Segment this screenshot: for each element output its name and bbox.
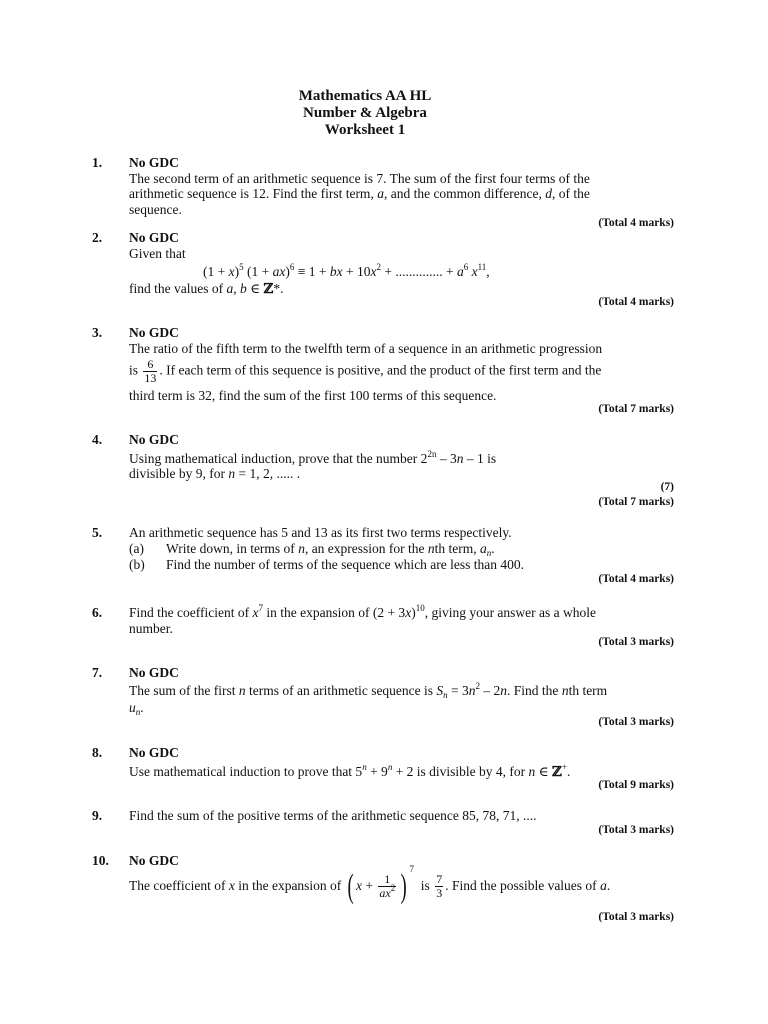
question-text: An arithmetic sequence has 5 and 13 as its first two terms respectively. <box>129 525 512 540</box>
question-text: Find the sum of the positive terms of the arithmetic sequence 85, 78, 71, .... <box>129 808 537 823</box>
question-tag: No GDC <box>129 665 179 680</box>
fraction: $\frac{1}{ax^2}$ <box>379 872 396 901</box>
question-number: 2. <box>92 230 103 245</box>
part-marks: (7) <box>660 481 674 493</box>
total-marks: (Total 3 marks) <box>598 824 674 836</box>
total-marks: (Total 7 marks) <box>598 403 674 415</box>
question-number: 6. <box>92 605 103 620</box>
total-marks: (Total 4 marks) <box>598 296 674 308</box>
question-tag: No GDC <box>129 432 179 447</box>
total-marks: (Total 4 marks) <box>598 217 674 229</box>
total-marks: (Total 7 marks) <box>598 496 674 508</box>
question-text: Find the coefficient of $x^7$ in the expansion of $(2 + 3x)^{10}$, giving your answer as a whole <box>129 603 597 620</box>
question-number: 7. <box>92 665 103 680</box>
worksheet-number: Worksheet 1 <box>324 122 406 138</box>
question-tag: No GDC <box>129 230 179 245</box>
question-number: 3. <box>92 325 103 340</box>
question-text: The ratio of the fifth term to the twelfth term of a sequence in an arithmetic progression <box>129 341 603 356</box>
question-text: arithmetic sequence is 12. Find the first term, a, and the common difference, d, of the <box>129 186 590 201</box>
total-marks: (Total 9 marks) <box>598 779 674 791</box>
question-number: 5. <box>92 525 103 540</box>
total-marks: (Total 3 marks) <box>598 911 674 923</box>
part-text: Write down, in terms of n, an expression for the nth term, $a_n$. <box>166 541 495 558</box>
worksheet-title: Mathematics AA HL <box>298 88 432 104</box>
question-tag: No GDC <box>129 325 179 340</box>
question-text: number. <box>129 621 173 636</box>
total-marks: (Total 3 marks) <box>598 636 674 648</box>
question-number: 9. <box>92 808 103 823</box>
question-text: sequence. <box>129 202 182 217</box>
part-label: (b) <box>129 557 145 572</box>
question-text: $u_n$. <box>129 700 144 717</box>
total-marks: (Total 4 marks) <box>598 573 674 585</box>
question-equation: $(1 + x)^5$ (1 + ax)$^6$ ≡ 1 + bx + $10x^2$ + .............. + $a^6$ $x^{11}$, <box>203 262 490 279</box>
question-number: 10. <box>92 853 109 868</box>
question-text: The coefficient of x in the expansion of ( x + $\frac{1}{ax^2}$ ) $^7$ is $\frac{7}{3}$ . Find the possible values of a. <box>129 864 611 905</box>
question-number: 4. <box>92 432 103 447</box>
question-text: The second term of an arithmetic sequence is 7. The sum of the first four terms of the <box>129 171 590 186</box>
question-text: Use mathematical induction to prove that $5^n + 9^n + 2$ is divisible by 4, for n ∈ ℤ+. <box>129 762 571 780</box>
fraction: $\frac{7}{3}$ <box>436 872 443 901</box>
total-marks: (Total 3 marks) <box>598 716 674 728</box>
question-text: divisible by 9, for n = 1, 2, ..... . <box>129 466 301 481</box>
question-number: 1. <box>92 155 103 170</box>
question-tag: No GDC <box>129 745 179 760</box>
question-number: 8. <box>92 745 103 760</box>
question-text: The sum of the first n terms of an arithmetic sequence is $S_n = 3n^2 - 2n$. Find the nth term <box>129 681 608 700</box>
question-text: third term is 32, find the sum of the first 100 terms of this sequence. <box>129 388 497 403</box>
question-text: is $\frac{6}{13}$ . If each term of this sequence is positive, and the product of the first term and the <box>129 357 602 385</box>
part-label: (a) <box>129 541 144 556</box>
question-text: find the values of a, b ∈ ℤ*. <box>129 281 284 297</box>
question-tag: No GDC <box>129 853 179 868</box>
fraction: $\frac{6}{13}$ <box>144 357 157 385</box>
question-text: Using mathematical induction, prove that the number $2^{2n} - 3n - 1$ is <box>129 449 497 466</box>
question-text: Given that <box>129 246 186 261</box>
question-tag: No GDC <box>129 155 179 170</box>
part-text: Find the number of terms of the sequence which are less than 400. <box>166 557 525 572</box>
worksheet-topic: Number & Algebra <box>303 105 427 121</box>
